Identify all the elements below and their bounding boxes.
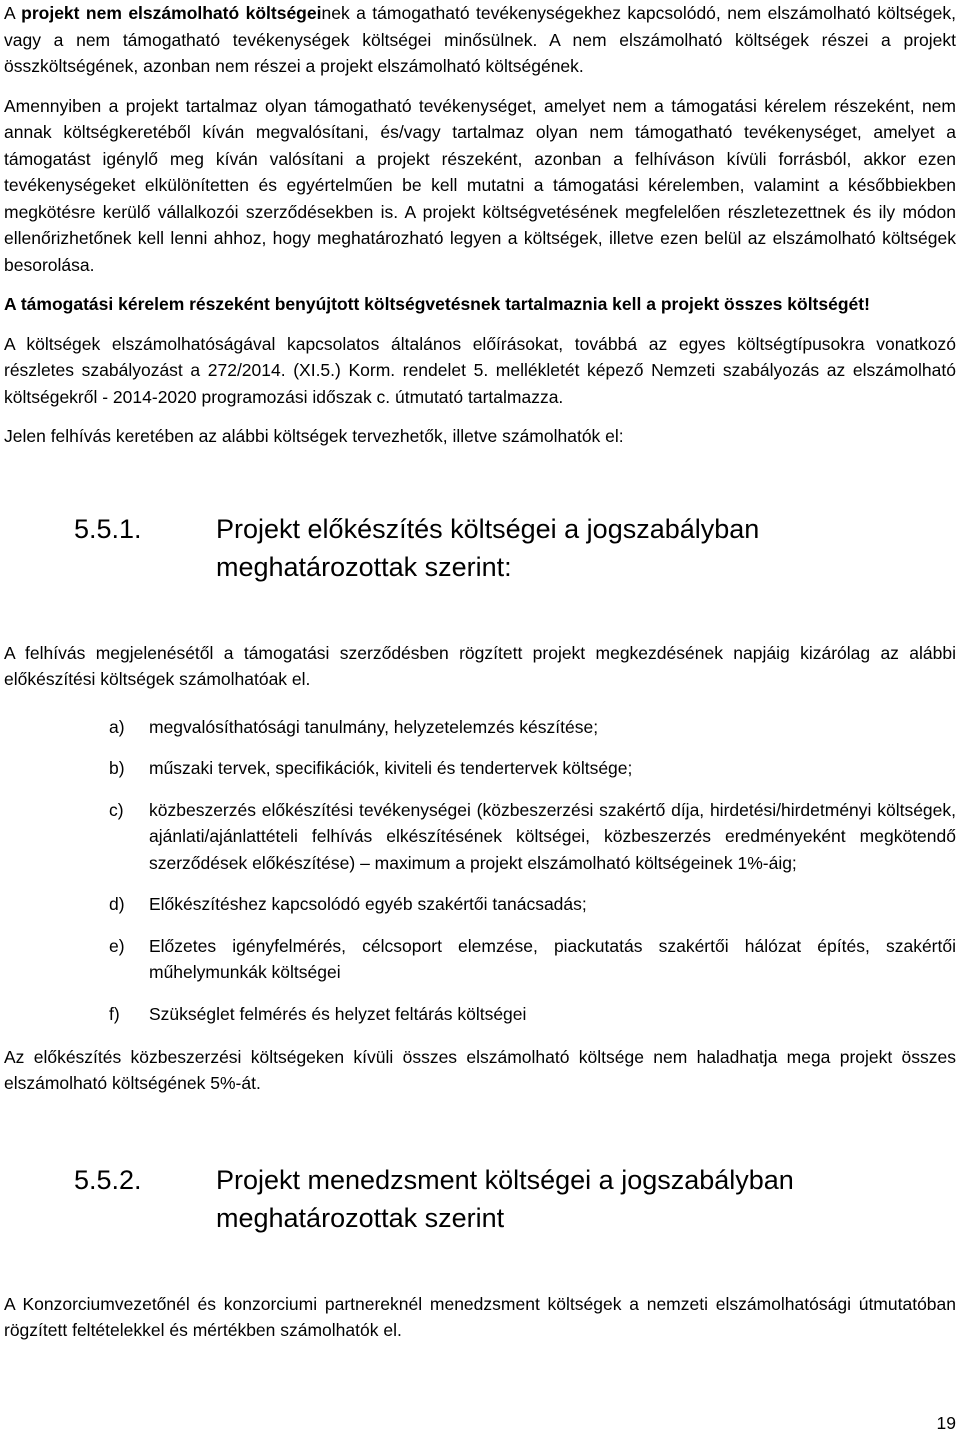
list-item-text: Előzetes igényfelmérés, célcsoport elemzése, piackutatás szakértői hálózat építés, szakértői műhelymunkák költségei — [149, 935, 956, 982]
paragraph-lead: A — [4, 3, 22, 23]
section-heading-551 — [74, 510, 956, 586]
paragraph-preparation-limit: Az előkészítés közbeszerzési költségeken kívüli összes elszámolható költsége nem haladhatja mega projekt összes elszámolható költségének 5%-át. — [4, 1046, 956, 1093]
section-heading-552 — [74, 1161, 956, 1237]
paragraph-preparation-intro: A felhívás megjelenésétől a támogatási szerződésben rögzített projekt megkezdésének napjáig kizárólag az alábbi előkészítési költségek számolhatóak el. — [4, 642, 956, 689]
paragraph-bold-budget-requirement: A támogatási kérelem részeként benyújtott költségvetésnek tartalmaznia kell a projekt összes költségét! — [4, 294, 870, 314]
page-number: 19 — [936, 1413, 956, 1433]
list-item-text: műszaki tervek, specifikációk, kiviteli és tendertervek költsége; — [149, 758, 633, 778]
list-marker: f) — [109, 1003, 120, 1024]
paragraph-rest: nek a támogatható tevékenységekhez kapcsolódó, nem elszámolható költségek, vagy a nem támogatható tevékenységek költségei minősülnek. A nem elszámolható költségek részei a projekt összköltségének, azonban nem részei a projekt elszámolható költségének. — [4, 3, 957, 76]
list-marker: c) — [109, 799, 124, 820]
list-marker: d) — [109, 894, 125, 914]
list-item — [109, 755, 956, 782]
list-item — [109, 933, 956, 986]
list-item-text: megvalósíthatósági tanulmány, helyzetelemzés készítése; — [149, 716, 599, 737]
preparation-cost-list — [4, 714, 956, 1028]
paragraph-eligibility-rules: A költségek elszámolhatóságával kapcsolatos általános előírásokat, továbbá az egyes költségtípusokra vonatkozó részletes szabályozást a 272/2014. (XI.5.) Korm. rendelet 5. mellékletét képező Nemzeti szabályozás az elszámolható költségekről - 2014-2020 programozási időszak c. útmutató tartalmazza. — [4, 333, 956, 407]
paragraph-plannable-costs: Jelen felhívás keretében az alábbi költségek tervezhetők, illetve számolhatók el: — [4, 426, 624, 446]
paragraph-separate-activities: Amennyiben a projekt tartalmaz olyan támogatható tevékenységet, amelyet nem a támogatási kérelem részeként, nem annak költségkeretéből kíván megvalósítani, és/vagy tartalmaz olyan nem támogatható tevékenységet, amelyet a támogatást igénylő meg kíván valósítani a projekt részeként, azonban a felhíváson kívüli forrásból, akkor ezen tevékenységeket elkülönítetten és egyértelműen be kell mutatni a támogatási kérelemben, valamint a későbbiekben megkötésre kerülő vállalkozói szerződésekben is. A projekt költségvetésének megfelelően részletezettnek és ily módon ellenőrizhetőnek kell lenni ahhoz, hogy meghatározható legyen a költségek, illetve ezen belül az elszámolható költségek besorolása. — [4, 95, 956, 275]
list-item-text: közbeszerzés előkészítési tevékenységei (közbeszerzési szakértő díja, hirdetési/hirdetményi költségek, ajánlati/ajánlattételi felhívás elkészítésének költségei, közbeszerzés eredményeként megkötendő szerződések előkészítése) – maximum a projekt elszámolható költségeinek 1%-áig; — [149, 799, 956, 873]
list-item — [109, 1001, 956, 1028]
section-title: Projekt menedzsment költségei a jogszabályban meghatározottak szerint — [216, 1164, 794, 1233]
list-marker: e) — [109, 935, 125, 956]
list-marker: b) — [109, 758, 125, 778]
paragraph-non-eligible-costs — [4, 0, 956, 80]
list-item-text: Előkészítéshez kapcsolódó egyéb szakértői tanácsadás; — [149, 894, 587, 914]
section-title: Projekt előkészítés költségei a jogszabályban meghatározottak szerint: — [216, 513, 760, 582]
section-number: 5.5.2. — [74, 1164, 142, 1195]
list-marker: a) — [109, 716, 125, 737]
document-page — [4, 0, 956, 1344]
bold-term: projekt nem elszámolható költségei — [21, 3, 322, 23]
section-number: 5.5.1. — [74, 513, 142, 544]
list-item — [109, 714, 956, 741]
list-item — [109, 797, 956, 877]
list-item-text: Szükséglet felmérés és helyzet feltárás költségei — [149, 1003, 527, 1024]
paragraph-management-costs: A Konzorciumvezetőnél és konzorciumi partnereknél menedzsment költségek a nemzeti elszámolhatósági útmutatóban rögzített feltételekkel és mértékben számolhatók el. — [4, 1293, 956, 1340]
list-item — [109, 891, 956, 918]
